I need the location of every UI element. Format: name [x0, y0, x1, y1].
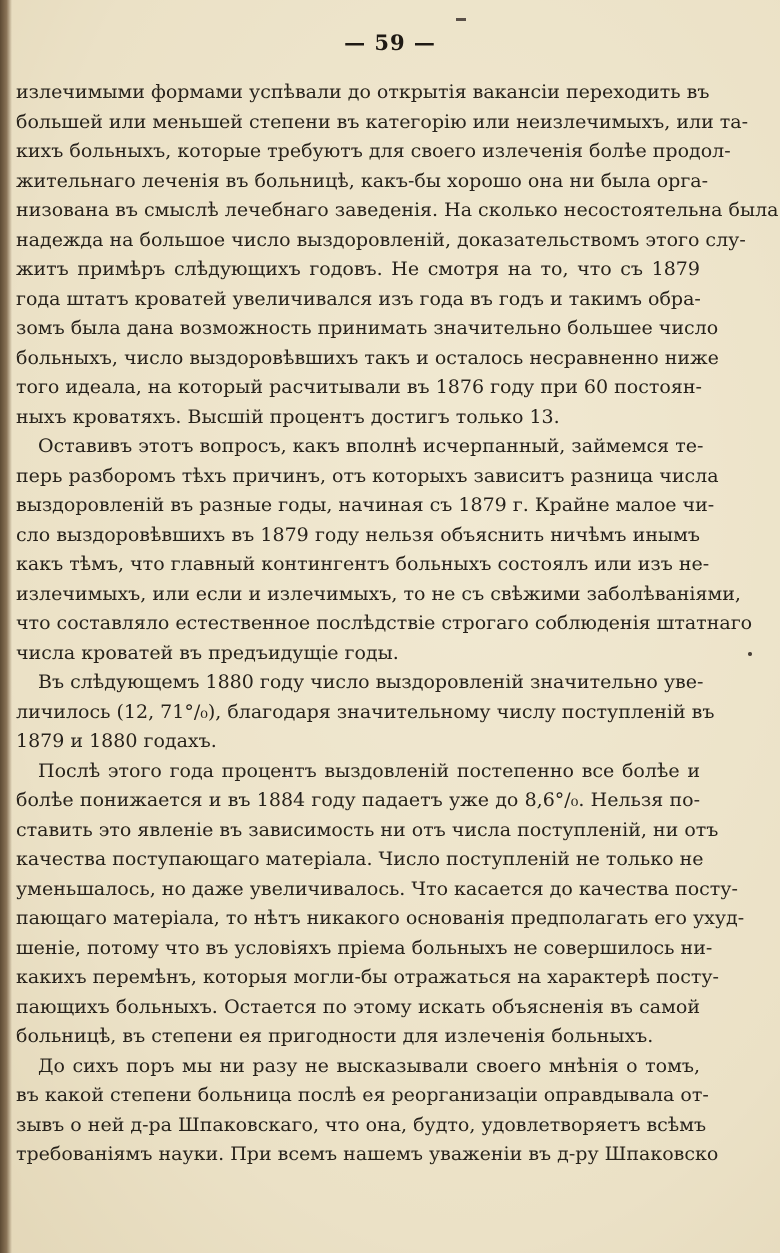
text-line: жительнаго леченія въ больницѣ, какъ-бы хорошо она ни была орга- — [16, 169, 709, 192]
text-line: низована въ смыслѣ лечебнаго заведенія. На сколько несостоятельна была — [16, 199, 779, 221]
text-line: излечимыми формами успѣвали до открытія вакансіи переходить въ — [16, 81, 710, 103]
text-line: какихъ перемѣнъ, которыя могли-бы отражаться на характерѣ посту- — [16, 966, 719, 988]
text-line: какъ тѣмъ, что главный контингентъ больныхъ состоялъ или изъ не- — [16, 553, 710, 575]
body-text — [16, 78, 779, 1170]
text-line: большей или меньшей степени въ категорію или неизлечимыхъ, или та- — [16, 110, 749, 133]
text-line: шеніе, потому что въ условіяхъ пріема больныхъ не совершилось ни- — [16, 936, 713, 959]
ink-mark — [456, 18, 466, 21]
text-line: зывъ о ней д-ра Шпаковскаго, что она, будто, удовлетворяетъ всѣмъ — [16, 1113, 707, 1136]
text-line: болѣе понижается и въ 1884 году падаетъ уже до 8,6°/₀. Нельзя по- — [16, 789, 700, 811]
text-line-paragraph-end: ныхъ кроватяхъ. Высшій процентъ достигъ только 13. — [16, 405, 560, 428]
text-line: пающихъ больныхъ. Остается по этому искать объясненія въ самой — [16, 995, 700, 1018]
text-line: житъ примѣръ слѣдующихъ годовъ. Не смотря на то, что съ 1879 — [16, 258, 700, 280]
text-line: сло выздоровѣвшихъ въ 1879 году нельзя объяснить ничѣмъ инымъ — [16, 523, 700, 546]
text-line: качества поступающаго матеріала. Число поступленій не только не — [16, 848, 704, 870]
text-line-paragraph-start: Послѣ этого года процентъ выздовленій постепенно все болѣе и — [38, 759, 700, 782]
text-line-paragraph-start: До сихъ поръ мы ни разу не высказывали своего мнѣнія о томъ, — [38, 1054, 700, 1077]
text-line-paragraph-end: 1879 и 1880 годахъ. — [16, 730, 217, 752]
text-line: перь разборомъ тѣхъ причинъ, отъ которыхъ зависитъ разница числа — [16, 464, 719, 487]
text-line: надежда на большое число выздоровленій, доказательствомъ этого слу- — [16, 228, 746, 251]
text-line: пающаго матеріала, то нѣтъ никакого основанія предполагать его ухуд- — [16, 907, 745, 929]
text-line: уменьшалось, но даже увеличивалось. Что касается до качества посту- — [16, 877, 738, 900]
text-line-paragraph-end: больницѣ, въ степени ея пригодности для излеченія больныхъ. — [16, 1025, 654, 1047]
text-line: года штатъ кроватей увеличивался изъ года въ годъ и такимъ обра- — [16, 287, 701, 310]
text-line: кихъ больныхъ, которые требуютъ для своего излеченія болѣе продол- — [16, 140, 731, 162]
text-line: требованіямъ науки. При всемъ нашемъ уваженіи въ д-ру Шпаковско — [16, 1143, 719, 1165]
text-line: больныхъ, число выздоровѣвшихъ такъ и осталось несравненно ниже — [16, 346, 719, 369]
text-line: личилось (12, 71°/₀), благодаря значительному числу поступленій въ — [16, 700, 715, 723]
ink-speck — [748, 652, 752, 656]
text-line-paragraph-start: Оставивъ этотъ вопросъ, какъ вполнѣ исчерпанный, займемся те- — [38, 435, 704, 457]
page-number: — 59 — — [344, 30, 436, 55]
text-line: того идеала, на который расчитывали въ 1876 году при 60 постоян- — [16, 376, 702, 398]
text-line: ставить это явленіе въ зависимость ни отъ числа поступленій, ни отъ — [16, 818, 719, 841]
text-line: въ какой степени больница послѣ ея реорганизаціи оправдывала от- — [16, 1084, 709, 1106]
text-line: что составляло естественное послѣдствіе строгаго соблюденія штатнаго — [16, 612, 753, 634]
text-line: зомъ была дана возможность принимать значительно большее число — [16, 317, 719, 339]
text-line: выздоровленій въ разные годы, начиная съ 1879 г. Крайне малое чи- — [16, 494, 715, 516]
book-spine-shadow — [0, 0, 12, 1253]
text-line-paragraph-start: Въ слѣдующемъ 1880 году число выздоровленій значительно уве- — [38, 671, 704, 693]
text-line: излечимыхъ, или если и излечимыхъ, то не съ свѣжими заболѣваніями, — [16, 582, 741, 605]
text-line-paragraph-end: числа кроватей въ предъидущіе годы. — [16, 641, 399, 664]
